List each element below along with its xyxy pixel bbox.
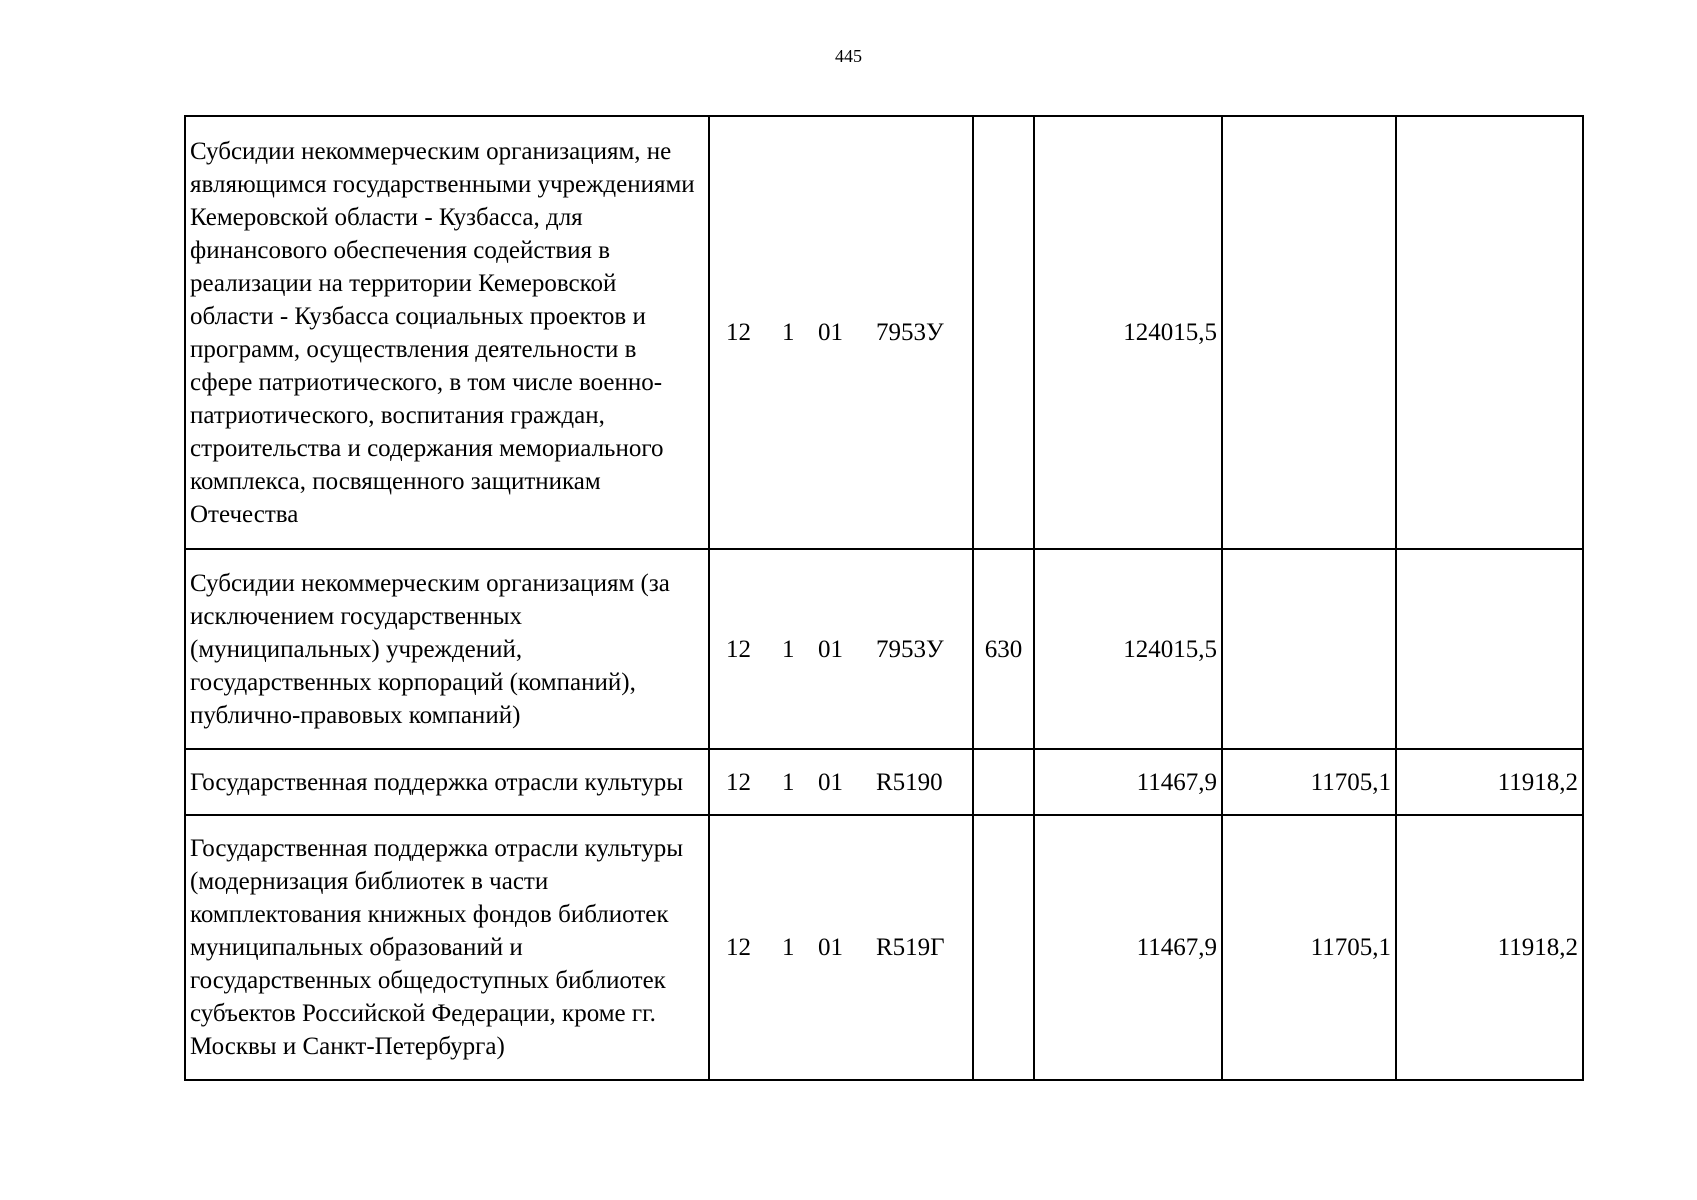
- ministry-code: 12: [726, 635, 751, 663]
- expense-item-code: R5190: [876, 768, 943, 796]
- expense-item-code: R519Г: [876, 934, 945, 961]
- sum-year-3: [1396, 116, 1583, 549]
- row-description: Государственная поддержка отрасли культуры: [185, 749, 709, 815]
- ministry-code: 12: [726, 319, 751, 346]
- sum-year-3: 11918,2: [1396, 815, 1583, 1080]
- sum-year-2: [1222, 549, 1396, 749]
- sum-year-3: 11918,2: [1396, 749, 1583, 815]
- program-code: 1: [782, 319, 795, 346]
- table-row: [185, 116, 1583, 549]
- ministry-code: 12: [726, 768, 751, 796]
- program-code: 1: [782, 934, 795, 961]
- sum-year-1: 11467,9: [1034, 749, 1222, 815]
- ministry-code: 12: [726, 934, 751, 961]
- expense-item-code: 7953У: [876, 319, 944, 346]
- table-row: [185, 815, 1583, 1080]
- sum-year-1: 124015,5: [1034, 116, 1222, 549]
- expense-type-code: 630: [973, 549, 1034, 749]
- sum-year-2: 11705,1: [1222, 815, 1396, 1080]
- sum-year-1: 11467,9: [1034, 815, 1222, 1080]
- sum-year-2: 11705,1: [1222, 749, 1396, 815]
- row-codes: [709, 116, 973, 549]
- expense-type-code: [973, 116, 1034, 549]
- row-codes: [709, 815, 973, 1080]
- expense-item-code: 7953У: [876, 635, 944, 663]
- subprogram-code: 01: [818, 934, 843, 961]
- table-row: [185, 549, 1583, 749]
- row-description: Государственная поддержка отрасли культуры (модернизация библиотек в части комплектования книжных фондов библиотек муниципальных образований и государственных общедоступных библиотек субъектов Российской Федерации, кроме гг. Москвы и Санкт-Петербурга): [185, 815, 709, 1080]
- expense-type-code: [973, 815, 1034, 1080]
- expense-type-code: [973, 749, 1034, 815]
- subprogram-code: 01: [818, 635, 843, 663]
- budget-table: [184, 115, 1584, 1081]
- sum-year-1: 124015,5: [1034, 549, 1222, 749]
- row-description: Субсидии некоммерческим организациям (за исключением государственных (муниципальных) учреждений, государственных корпораций (компаний), публично-правовых компаний): [185, 549, 709, 749]
- subprogram-code: 01: [818, 319, 843, 346]
- sum-year-3: [1396, 549, 1583, 749]
- subprogram-code: 01: [818, 768, 843, 796]
- sum-year-2: [1222, 116, 1396, 549]
- row-codes: [709, 749, 973, 815]
- table-row: [185, 749, 1583, 815]
- program-code: 1: [782, 768, 795, 796]
- row-codes: [709, 549, 973, 749]
- program-code: 1: [782, 635, 795, 663]
- page-number: 445: [835, 46, 862, 66]
- row-description: Субсидии некоммерческим организациям, не являющимся государственными учреждениями Кемеровской области - Кузбасса, для финансового обеспечения содействия в реализации на территории Кемеровской области - Кузбасса социальных проектов и программ, осуществления деятельности в сфере патриотического, в том числе военно-патриотического, воспитания граждан, строительства и содержания мемориального комплекса, посвященного защитникам Отечества: [185, 116, 709, 549]
